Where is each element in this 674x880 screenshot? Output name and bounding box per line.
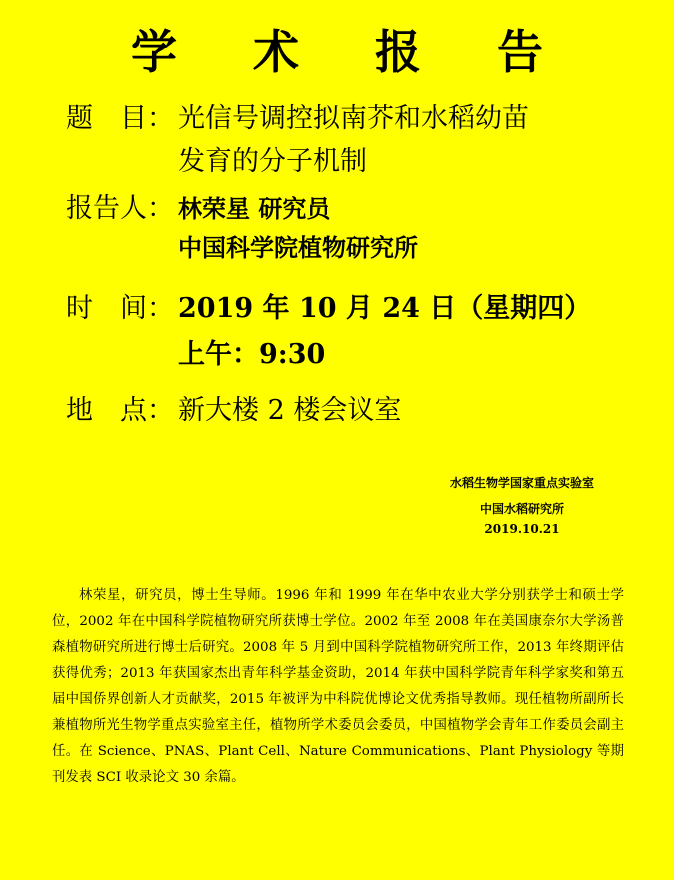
speaker-bio: 林荣星，研究员，博士生导师。1996 年和 1999 年在华中农业大学分别获学士和硕士学位，2002 年在中国科学院植物研究所获博士学位。2002 年至 2008 年在美国康奈尔大学汤普森植物研究所进行博士后研究。2008 年 5 月到中国科学院植物研究所工作，2013 年终期评估获得优秀；2013 年获国家杰出青年科学基金资助，2014 年获中国科学院青年科学家奖和第五届中国侨界创新人才贡献奖，2015 年被评为中科院优博论文优秀指导教师。现任植物所副所长兼植物所光生物学重点实验室主任，植物所学术委员会委员，中国植物学会青年工作委员会副主任。在 Science、PNAS、Plant Cell、Nature Communications、Plant Physiology 等期刊发表 SCI 收录论文 30 余篇。 <box>52 588 624 785</box>
place-location: 新大楼 2 楼会议室 <box>178 395 402 426</box>
organizer-block <box>422 473 622 539</box>
time-row <box>66 290 591 328</box>
speaker-row <box>66 190 330 228</box>
time-label: 时 间： <box>66 293 174 324</box>
organizer-lab: 水稻生物学国家重点实验室 <box>449 476 594 490</box>
topic-label: 题 目： <box>66 103 174 134</box>
time-date: 2019 年 10 月 24 日（星期四） <box>178 293 592 324</box>
page-title: 学 术 报 告 <box>130 25 574 79</box>
time-clock: 上午：9:30 <box>178 339 326 370</box>
place-label: 地 点： <box>66 395 174 426</box>
topic-row <box>66 100 529 138</box>
topic-line1: 光信号调控拟南芥和水稻幼苗 <box>178 103 529 134</box>
place-row <box>66 392 401 430</box>
topic-line2: 发育的分子机制 <box>178 146 367 177</box>
organizer-institute: 中国水稻研究所 <box>479 502 564 516</box>
organizer-date: 2019.10.21 <box>484 522 560 536</box>
speaker-name: 林荣星 研究员 <box>178 194 331 223</box>
speaker-institution: 中国科学院植物研究所 <box>178 233 418 262</box>
speaker-label: 报告人： <box>66 193 174 224</box>
